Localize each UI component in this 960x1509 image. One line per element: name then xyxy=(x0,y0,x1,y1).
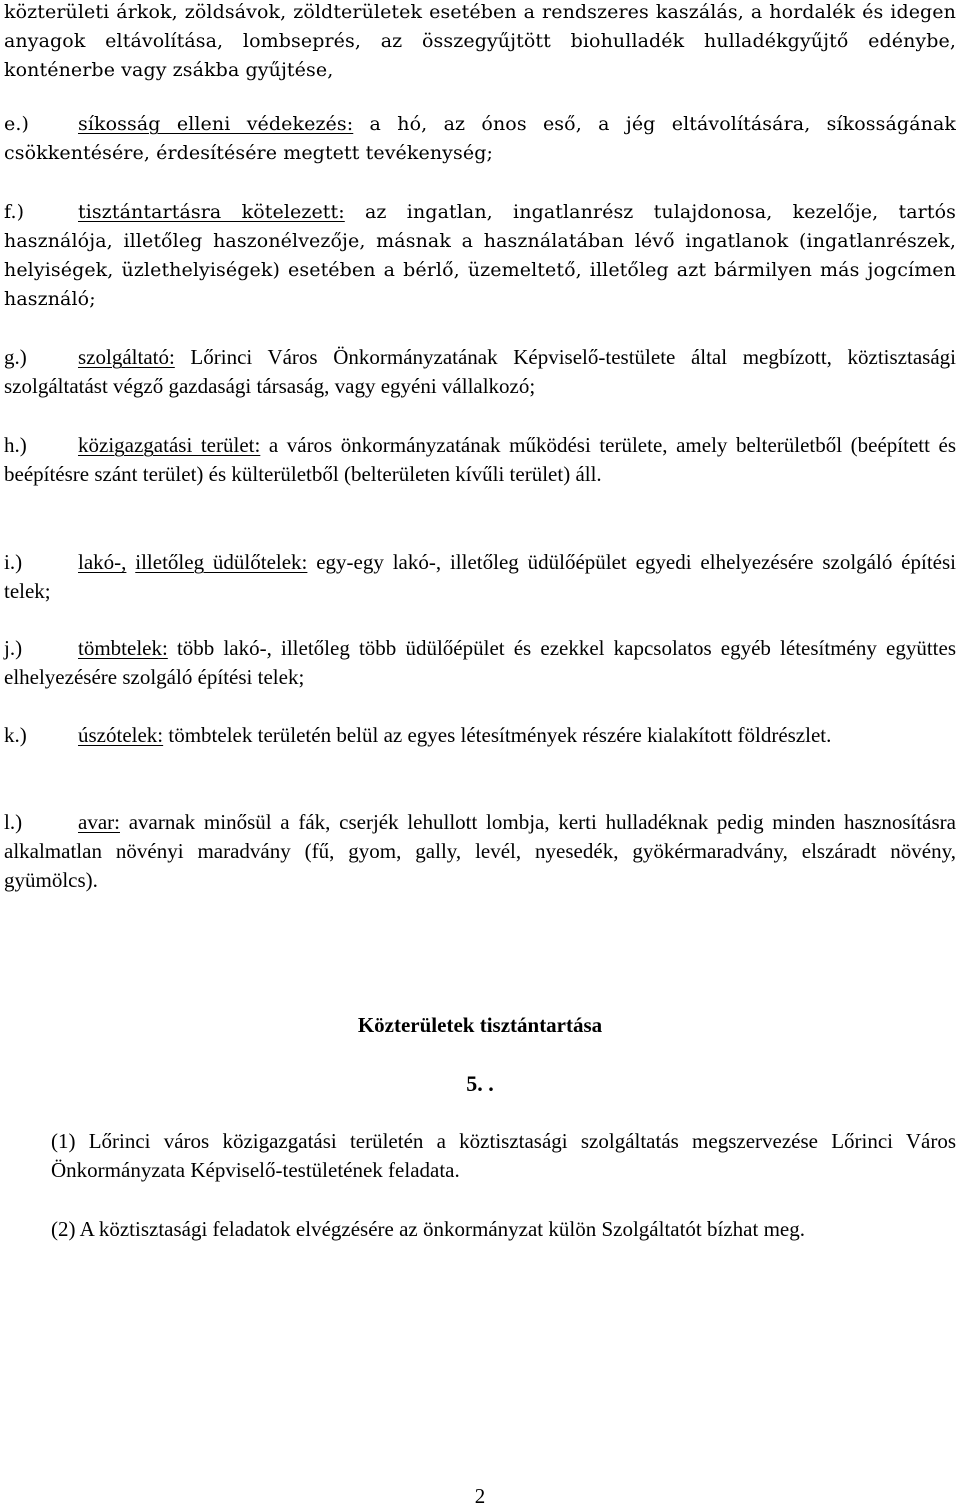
definition-item-h xyxy=(4,431,956,489)
definition-item-f xyxy=(4,198,956,314)
section-paragraph-2 xyxy=(51,1215,956,1244)
item-text: egy-egy lakó-, illetőleg üdülőépület egyedi elhelyezésére szolgáló építési telek; xyxy=(4,550,956,603)
definition-item-g xyxy=(4,343,956,401)
item-term: lakó-, xyxy=(78,550,127,574)
item-label: g.) xyxy=(4,345,27,369)
section-number: 5. . xyxy=(466,1071,494,1096)
item-text: több lakó-, illetőleg több üdülőépület és ezekkel kapcsolatos egyéb létesítmény együttes elhelyezésére szolgáló építési telek; xyxy=(4,636,956,689)
item-label: k.) xyxy=(4,723,27,747)
item-label: h.) xyxy=(4,433,27,457)
item-term: avar: xyxy=(78,810,120,834)
item-term: úszótelek: xyxy=(78,723,164,747)
item-label: j.) xyxy=(4,636,23,660)
item-label: l.) xyxy=(4,810,23,834)
item-term: tisztántartásra kötelezett: xyxy=(78,201,345,223)
page-number: 2 xyxy=(474,1484,486,1508)
intro-paragraph xyxy=(4,0,956,85)
intro-text: közterületi árkok, zöldsávok, zöldterületek esetében a rendszeres kaszálás, a hordalék és idegen anyagok eltávolítása, lombseprés, az összegyűjtött biohulladék hulladékgyűjtő edénybe, konténerbe vagy zsákba gyűjtése, xyxy=(4,1,956,81)
item-text: a város önkormányzatának működési területe, amely belterületből (beépített és beépítésre szánt terület) és külterületből (belterületen kívűli terület) áll. xyxy=(4,433,956,486)
item-text: a hó, az ónos eső, a jég eltávolítására, síkosságának csökkentésére, érdesítésére megtett tevékenység; xyxy=(4,113,956,164)
definition-item-j xyxy=(4,634,956,692)
item-text: tömbtelek területén belül az egyes létesítmények részére kialakított földrészlet. xyxy=(163,723,832,747)
item-text: az ingatlan, ingatlanrész tulajdonosa, kezelője, tartós használója, illetőleg haszonélvezője, másnak a használatában lévő ingatlanok (ingatlanrészek, helyiségek, üzlethelyiségek) esetében a bérlő, üzemeltető, illetőleg azt bármilyen más jogcímen használó; xyxy=(4,201,956,310)
item-label: i.) xyxy=(4,550,23,574)
paragraph-text: (2) A köztisztasági feladatok elvégzésére az önkormányzat külön Szolgáltatót bízhat meg. xyxy=(51,1217,805,1241)
item-term-2: illetőleg üdülőtelek: xyxy=(135,550,308,574)
definition-item-e xyxy=(4,110,956,168)
section-paragraph-1 xyxy=(51,1127,956,1185)
definition-item-k xyxy=(4,721,956,750)
item-label: e.) xyxy=(4,113,29,135)
item-term: síkosság elleni védekezés: xyxy=(78,113,354,135)
item-term: tömbtelek: xyxy=(78,636,168,660)
item-text: Lőrinci Város Önkormányzatának Képviselő-testülete által megbízott, köztisztasági szolgáltatást végző gazdasági társaság, vagy egyéni vállalkozó; xyxy=(4,345,956,398)
definition-item-l xyxy=(4,808,956,895)
section-title: Közterületek tisztántartása xyxy=(357,1013,603,1037)
item-term: közigazgatási terület: xyxy=(78,433,261,457)
item-label: f.) xyxy=(4,201,25,223)
item-text: avarnak minősül a fák, cserjék lehullott lombja, kerti hulladéknak pedig minden hasznosításra alkalmatlan növényi maradvány (fű, gyom, gally, levél, nyesedék, gyökérmaradvány, elszáradt növény, gyümölcs). xyxy=(4,810,956,892)
definition-item-i xyxy=(4,548,956,606)
paragraph-text: (1) Lőrinci város közigazgatási területén a köztisztasági szolgáltatás megszervezése Lőrinci Város Önkormányzata Képviselő-testületének feladata. xyxy=(51,1129,956,1182)
item-term: szolgáltató: xyxy=(78,345,175,369)
